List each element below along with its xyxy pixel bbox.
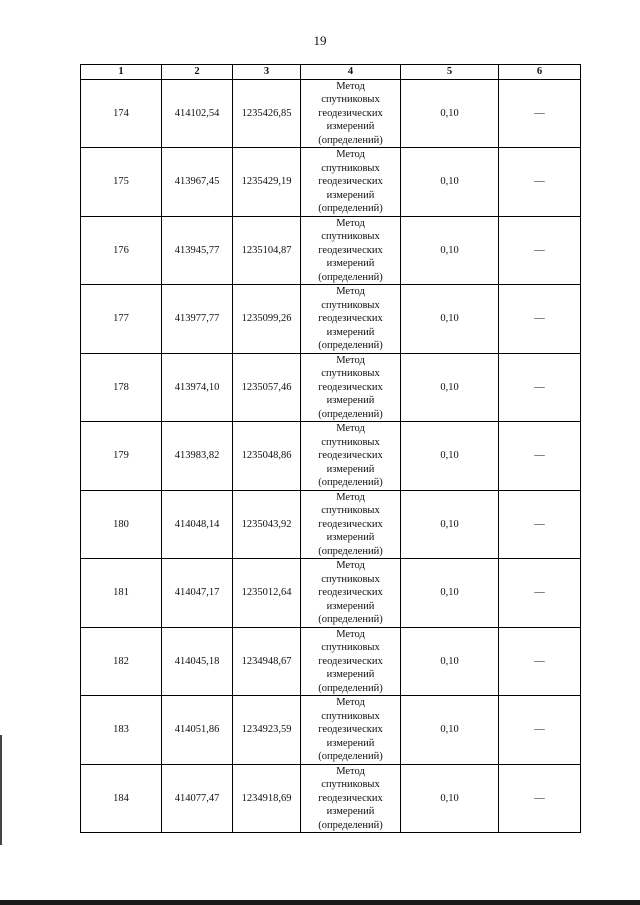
table-row (81, 627, 581, 696)
method-line: измерений (326, 463, 375, 475)
coordinate-y-cell: 1234918,69 (233, 764, 301, 833)
method-line: спутниковых (321, 162, 380, 174)
method-line: геодезических (318, 107, 383, 119)
point-number-cell: 180 (81, 490, 162, 559)
method-line: Метод (336, 697, 365, 708)
column-header-6: 6 (499, 65, 581, 80)
scan-edge-mark (0, 735, 2, 845)
coordinate-x-cell: 413977,77 (162, 285, 233, 354)
coordinate-y-cell: 1234923,59 (233, 696, 301, 765)
point-number-cell: 178 (81, 353, 162, 422)
table-row (81, 490, 581, 559)
point-number-cell: 182 (81, 627, 162, 696)
method-line: (определений) (318, 819, 383, 831)
method-line: Метод (336, 628, 365, 640)
method-line: (определений) (318, 134, 383, 146)
method-line: (определений) (318, 614, 383, 625)
point-number-cell: 181 (81, 559, 162, 628)
column-header-2: 2 (162, 65, 233, 80)
method-cell (301, 353, 401, 422)
coordinate-x-cell: 414045,18 (162, 627, 233, 696)
coordinate-y-cell: 1235429,19 (233, 148, 301, 217)
method-line: измерений (326, 669, 375, 680)
table-row (81, 696, 581, 765)
accuracy-cell: 0,10 (401, 216, 499, 285)
method-cell (301, 559, 401, 628)
accuracy-cell: 0,10 (401, 559, 499, 628)
method-line: спутниковых (321, 573, 380, 585)
coordinate-x-cell: 413967,45 (162, 148, 233, 217)
method-cell (301, 79, 401, 148)
point-number-cell: 174 (81, 79, 162, 148)
table-row (81, 216, 581, 285)
coordinate-y-cell: 1235057,46 (233, 353, 301, 422)
method-line: (определений) (318, 682, 383, 694)
coordinate-y-cell: 1235048,86 (233, 422, 301, 491)
accuracy-cell: 0,10 (401, 353, 499, 422)
note-cell: — (499, 353, 581, 422)
coordinate-y-cell: 1235104,87 (233, 216, 301, 285)
method-line: спутниковых (321, 231, 380, 242)
method-line: Метод (336, 491, 365, 503)
method-line: измерений (326, 121, 375, 132)
column-header-5: 5 (401, 65, 499, 80)
method-line: Метод (336, 765, 365, 777)
method-line: Метод (336, 560, 365, 571)
method-line: (определений) (318, 271, 383, 283)
method-line: измерений (326, 189, 375, 201)
coordinate-x-cell: 413974,10 (162, 353, 233, 422)
coordinate-x-cell: 414051,86 (162, 696, 233, 765)
method-line: Метод (336, 80, 365, 92)
note-cell: — (499, 764, 581, 833)
coordinate-x-cell: 414102,54 (162, 79, 233, 148)
method-line: спутниковых (321, 94, 380, 105)
method-cell (301, 422, 401, 491)
table-row (81, 764, 581, 833)
column-header-1: 1 (81, 65, 162, 80)
method-line: геодезических (318, 450, 383, 461)
method-cell (301, 627, 401, 696)
method-line: (определений) (318, 545, 383, 557)
method-line: (определений) (318, 203, 383, 214)
method-line: (определений) (318, 477, 383, 488)
table-row (81, 285, 581, 354)
method-line: спутниковых (321, 299, 380, 311)
method-line: геодезических (318, 792, 383, 804)
table-row (81, 353, 581, 422)
point-number-cell: 184 (81, 764, 162, 833)
method-line: измерений (326, 326, 375, 338)
method-line: геодезических (318, 724, 383, 735)
method-line: геодезических (318, 655, 383, 667)
accuracy-cell: 0,10 (401, 148, 499, 217)
table-row (81, 148, 581, 217)
point-number-cell: 176 (81, 216, 162, 285)
method-line: измерений (326, 600, 375, 612)
method-line: измерений (326, 395, 375, 406)
coordinate-y-cell: 1235012,64 (233, 559, 301, 628)
method-line: Метод (336, 149, 365, 160)
point-number-cell: 177 (81, 285, 162, 354)
method-line: геодезических (318, 244, 383, 256)
table-row (81, 559, 581, 628)
method-cell (301, 285, 401, 354)
table-body (81, 79, 581, 833)
coordinate-y-cell: 1235099,26 (233, 285, 301, 354)
accuracy-cell: 0,10 (401, 490, 499, 559)
method-line: (определений) (318, 751, 383, 762)
method-line: спутниковых (321, 779, 380, 790)
note-cell: — (499, 216, 581, 285)
method-cell (301, 764, 401, 833)
method-line: измерений (326, 258, 375, 269)
coordinate-x-cell: 414047,17 (162, 559, 233, 628)
scan-bottom-border (0, 900, 640, 905)
note-cell: — (499, 285, 581, 354)
accuracy-cell: 0,10 (401, 627, 499, 696)
coordinate-y-cell: 1235043,92 (233, 490, 301, 559)
method-line: геодезических (318, 381, 383, 393)
note-cell: — (499, 422, 581, 491)
coordinate-x-cell: 413945,77 (162, 216, 233, 285)
point-number-cell: 183 (81, 696, 162, 765)
table-row (81, 79, 581, 148)
column-header-3: 3 (233, 65, 301, 80)
method-cell (301, 216, 401, 285)
point-number-cell: 179 (81, 422, 162, 491)
note-cell: — (499, 490, 581, 559)
accuracy-cell: 0,10 (401, 696, 499, 765)
method-line: геодезических (318, 176, 383, 187)
coordinate-x-cell: 413983,82 (162, 422, 233, 491)
method-line: геодезических (318, 587, 383, 598)
method-line: Метод (336, 423, 365, 434)
method-line: (определений) (318, 408, 383, 420)
accuracy-cell: 0,10 (401, 422, 499, 491)
point-number-cell: 175 (81, 148, 162, 217)
accuracy-cell: 0,10 (401, 285, 499, 354)
table-row (81, 422, 581, 491)
method-line: спутниковых (321, 436, 380, 448)
accuracy-cell: 0,10 (401, 79, 499, 148)
accuracy-cell: 0,10 (401, 764, 499, 833)
method-line: геодезических (318, 518, 383, 530)
table-header-row (81, 65, 581, 80)
method-cell (301, 490, 401, 559)
page-number: 19 (313, 33, 327, 48)
coordinate-y-cell: 1234948,67 (233, 627, 301, 696)
note-cell: — (499, 696, 581, 765)
method-line: Метод (336, 217, 365, 229)
note-cell: — (499, 148, 581, 217)
coordinate-x-cell: 414077,47 (162, 764, 233, 833)
column-header-4: 4 (301, 65, 401, 80)
method-line: спутниковых (321, 368, 380, 379)
method-line: спутниковых (321, 642, 380, 653)
method-line: измерений (326, 806, 375, 817)
method-line: Метод (336, 354, 365, 366)
method-line: спутниковых (321, 505, 380, 516)
note-cell: — (499, 627, 581, 696)
coordinate-x-cell: 414048,14 (162, 490, 233, 559)
method-line: Метод (336, 286, 365, 297)
method-cell (301, 696, 401, 765)
coordinates-table (80, 64, 581, 833)
coordinate-y-cell: 1235426,85 (233, 79, 301, 148)
note-cell: — (499, 79, 581, 148)
method-cell (301, 148, 401, 217)
method-line: (определений) (318, 340, 383, 351)
method-line: измерений (326, 737, 375, 749)
method-line: геодезических (318, 313, 383, 324)
method-line: измерений (326, 532, 375, 543)
note-cell: — (499, 559, 581, 628)
method-line: спутниковых (321, 710, 380, 722)
